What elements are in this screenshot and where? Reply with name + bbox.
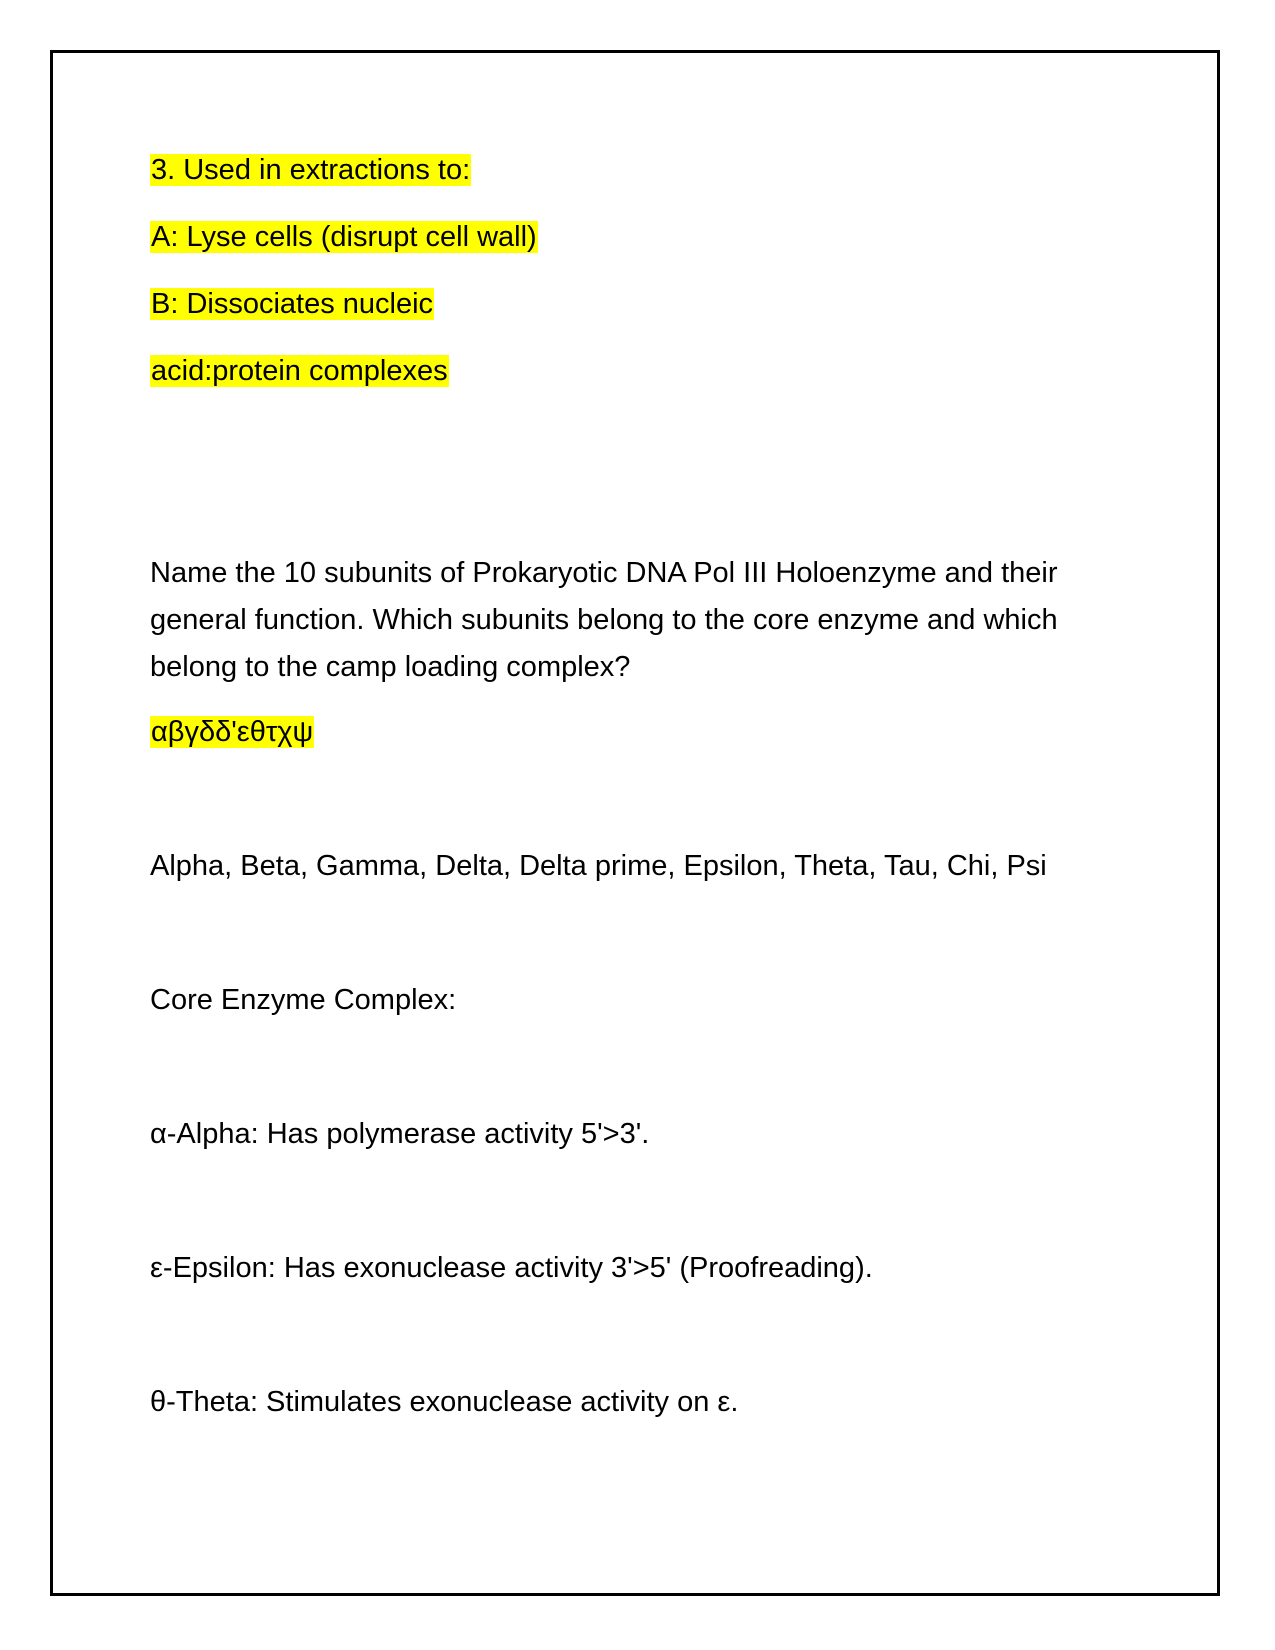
subunit-names: Alpha, Beta, Gamma, Delta, Delta prime, Epsilon, Theta, Tau, Chi, Psi [150, 850, 1047, 882]
highlight-text: B: Dissociates nucleic [151, 288, 434, 320]
core-item-theta: θ-Theta: Stimulates exonuclease activity on ε. [150, 1386, 739, 1418]
question-paragraph: Name the 10 subunits of Prokaryotic DNA Pol III Holoenzyme and their general function. Which subunits belong to the core enzyme and which belong to the camp loading complex? [150, 557, 1058, 683]
highlighted-line-3 [150, 284, 434, 324]
highlight-text: acid:protein complexes [151, 355, 448, 387]
highlighted-line-1 [150, 150, 471, 190]
highlighted-line-4 [150, 351, 449, 391]
core-item-epsilon: ε-Epsilon: Has exonuclease activity 3'>5' (Proofreading). [150, 1252, 873, 1284]
core-heading: Core Enzyme Complex: [150, 984, 457, 1016]
core-item-alpha: α-Alpha: Has polymerase activity 5'>3'. [150, 1118, 650, 1150]
page-border [50, 50, 1220, 1596]
greek-letters-line [150, 712, 314, 752]
highlight-text: 3. Used in extractions to: [151, 154, 471, 186]
highlighted-line-2 [150, 217, 538, 257]
highlight-text: A: Lyse cells (disrupt cell wall) [151, 221, 537, 253]
greek-letters: αβγδδ'εθτχψ [151, 716, 314, 748]
